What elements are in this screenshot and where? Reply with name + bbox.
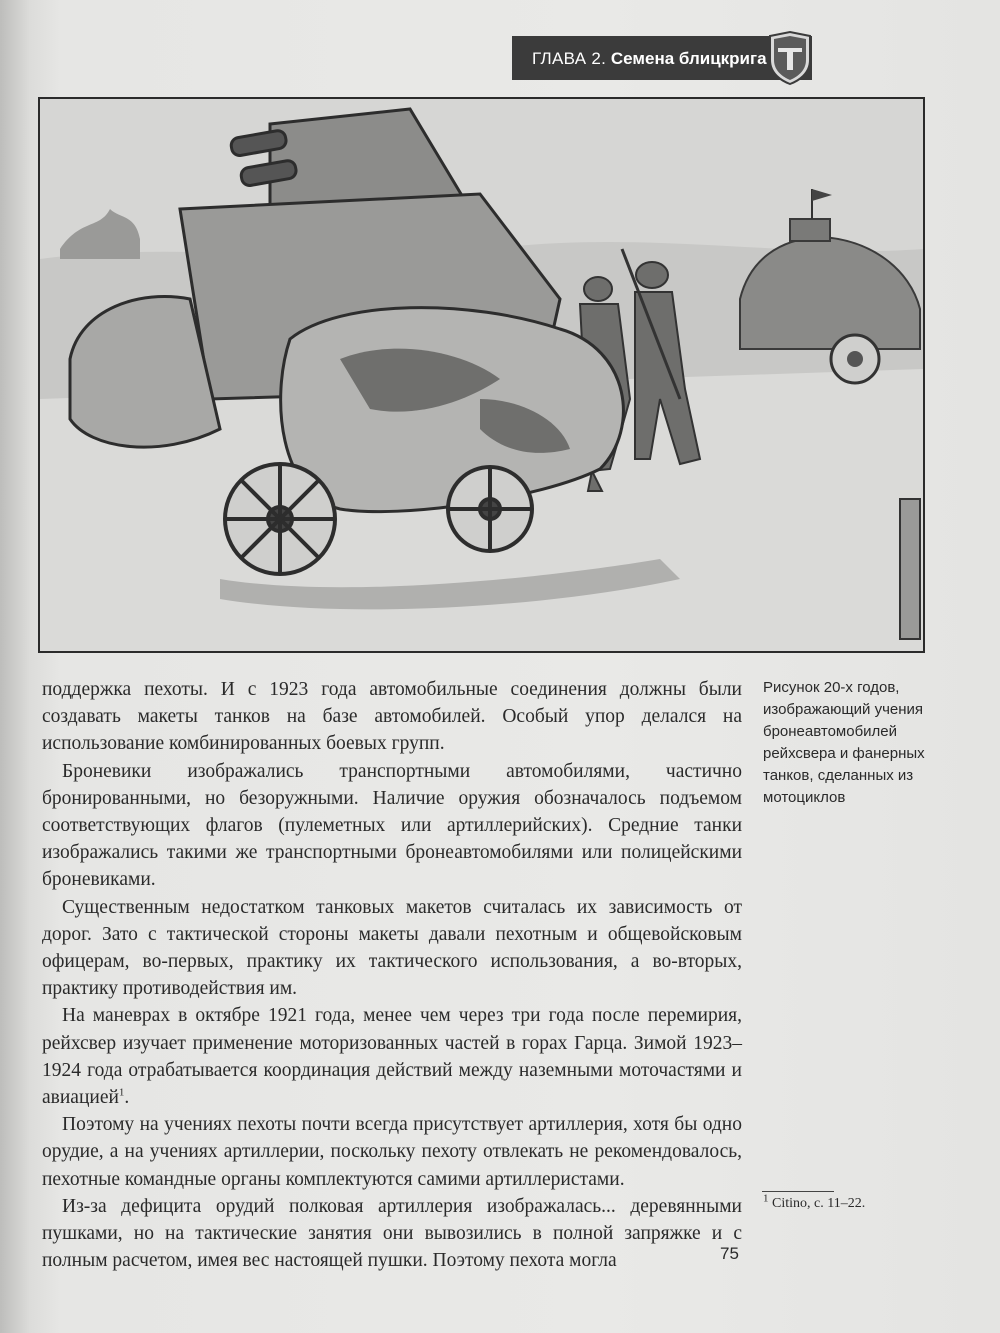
paragraph: Из-за дефицита орудий полковая артиллерия изображалась... деревянными пушками, но на тактические занятия они вывозились в полной запряжке и с полным расчетом, имея вес настоящей пушки. Поэтому пехота могла [42, 1195, 742, 1272]
page-number: 75 [720, 1244, 739, 1263]
paragraph: Броневики изображались транспортными автомобилями, частично бронированными, но безоружными. Наличие оружия обозначалось подъемом соответствующих флагов (пулеметных или артиллерийских). Средние танки изображались такими же транспортными бронеавтомобилями или полицейскими броневиками. [42, 760, 742, 891]
paragraph: поддержка пехоты. И с 1923 года автомобильные соединения должны были создавать макеты танков на базе автомобилей. Особый упор делался на использование комбинированных боевых групп. [42, 679, 742, 755]
chapter-label: ГЛАВА 2. [532, 49, 607, 68]
footnote-rule [762, 1191, 834, 1192]
footnote-text: Citino, с. 11–22. [768, 1196, 866, 1211]
chapter-title: Семена блицкрига [610, 49, 767, 68]
main-text [42, 676, 742, 1274]
paragraph-tail: . [124, 1087, 130, 1109]
paragraph-with-footnote [42, 1002, 742, 1111]
running-header [532, 46, 767, 72]
footnote [763, 1192, 866, 1212]
paragraph: Существенным недостатком танковых макетов считалась их зависимость от дорог. Зато с тактической стороны макеты давали пехотным и общевойсковым офицерам, во-первых, практику их тактического использования, а во-вторых, практику противодействия им. [42, 896, 742, 1000]
figure-caption: Рисунок 20-х годов, изображающий учения бронеавтомобилей рейхсвера и фанерных танков, сделанных из мотоциклов [763, 679, 925, 806]
shield-emblem-icon [766, 30, 814, 86]
paragraph: Поэтому на учениях пехоты почти всегда присутствует артиллерия, хотя бы одно орудие, а на учениях артиллерии, поскольку пехоту отвлекать не рекомендовалось, пехотные командные органы комплектуются самими артиллеристами. [42, 1114, 742, 1190]
paragraph-text: На маневрах в октябре 1921 года, менее чем через три года после перемирия, рейхсвер изучает применение моторизованных частей в горах Гарца. Зимой 1923–1924 года отрабатывается координация действий между наземными моточастями и авиацией [42, 1005, 742, 1109]
footnote-mark: 1 [763, 1192, 769, 1205]
illustration-armored-cars [38, 97, 925, 653]
footnote-reference: 1 [118, 1086, 125, 1099]
